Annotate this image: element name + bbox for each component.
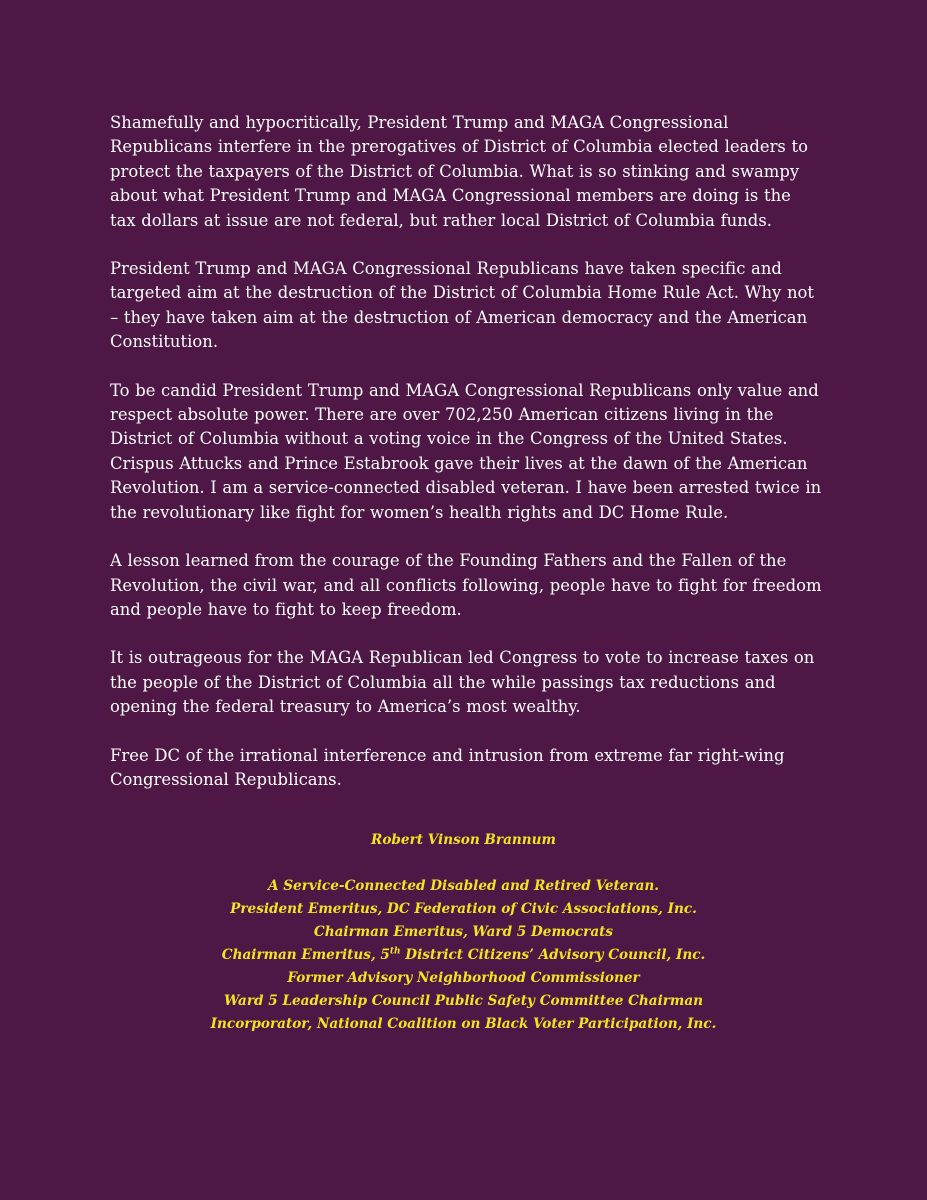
paragraph-5: It is outrageous for the MAGA Republican led Congress to vote to increase taxes on the people of the District of Columbia all the while passings tax reductions and opening the federal treasury to America’s most wealthy. (110, 648, 815, 717)
signature-title-veteran: A Service-Connected Disabled and Retired Veteran. (267, 878, 660, 894)
signature-title-public-safety-chairman: Ward 5 Leadership Council Public Safety Committee Chairman (223, 993, 704, 1009)
district-title-superscript: th (389, 946, 401, 957)
paragraph-6: Free DC of the irrational interference and intrusion from extreme far right-wing Congressional Republicans. (110, 745, 785, 789)
paragraph-4: A lesson learned from the courage of the Founding Fathers and the Fallen of the Revolution, the civil war, and all conflicts following, people have to fight for freedom and people have to fight to keep freedom. (110, 551, 822, 619)
district-title-suffix: District Citizens’ Advisory Council, Inc. (400, 947, 706, 963)
signature-title-president-emeritus: President Emeritus, DC Federation of Civic Associations, Inc. (230, 901, 697, 917)
signature-block (0, 829, 927, 1036)
paragraph-1: Shamefully and hypocritically, President Trump and MAGA Congressional Republicans interfere in the prerogatives of District of Columbia elected leaders to protect the taxpayers of the District of Columbia. What is so stinking and swampy about what President Trump and MAGA Congressional members are doing is the tax dollars at issue are not federal, but rather local District of Columbia funds. (110, 113, 808, 230)
signature-name: Robert Vinson Brannum (371, 832, 556, 848)
signature-title-ward5-chairman-emeritus: Chairman Emeritus, Ward 5 Democrats (313, 924, 614, 940)
signature-title-district-council (0, 944, 927, 967)
paragraph-3: To be candid President Trump and MAGA Congressional Republicans only value and respect absolute power. There are over 702,250 American citizens living in the District of Columbia without a voting voice in the Congress of the United States. Crispus Attucks and Prince Estabrook gave their lives at the dawn of the American Revolution. I am a service-connected disabled veteran. I have been arrested twice in the revolutionary like fight for women’s health rights and DC Home Rule. (110, 380, 822, 522)
signature-title-anc-commissioner: Former Advisory Neighborhood Commissioner (287, 970, 640, 986)
district-title-prefix: Chairman Emeritus, 5 (221, 947, 390, 963)
paragraph-2: President Trump and MAGA Congressional Republicans have taken specific and targeted aim at the destruction of the District of Columbia Home Rule Act. Why not – they have taken aim at the destruction of American democracy and the American Constitution. (110, 259, 815, 352)
letter-body (110, 111, 822, 816)
signature-title-incorporator: Incorporator, National Coalition on Black Voter Participation, Inc. (210, 1016, 717, 1032)
